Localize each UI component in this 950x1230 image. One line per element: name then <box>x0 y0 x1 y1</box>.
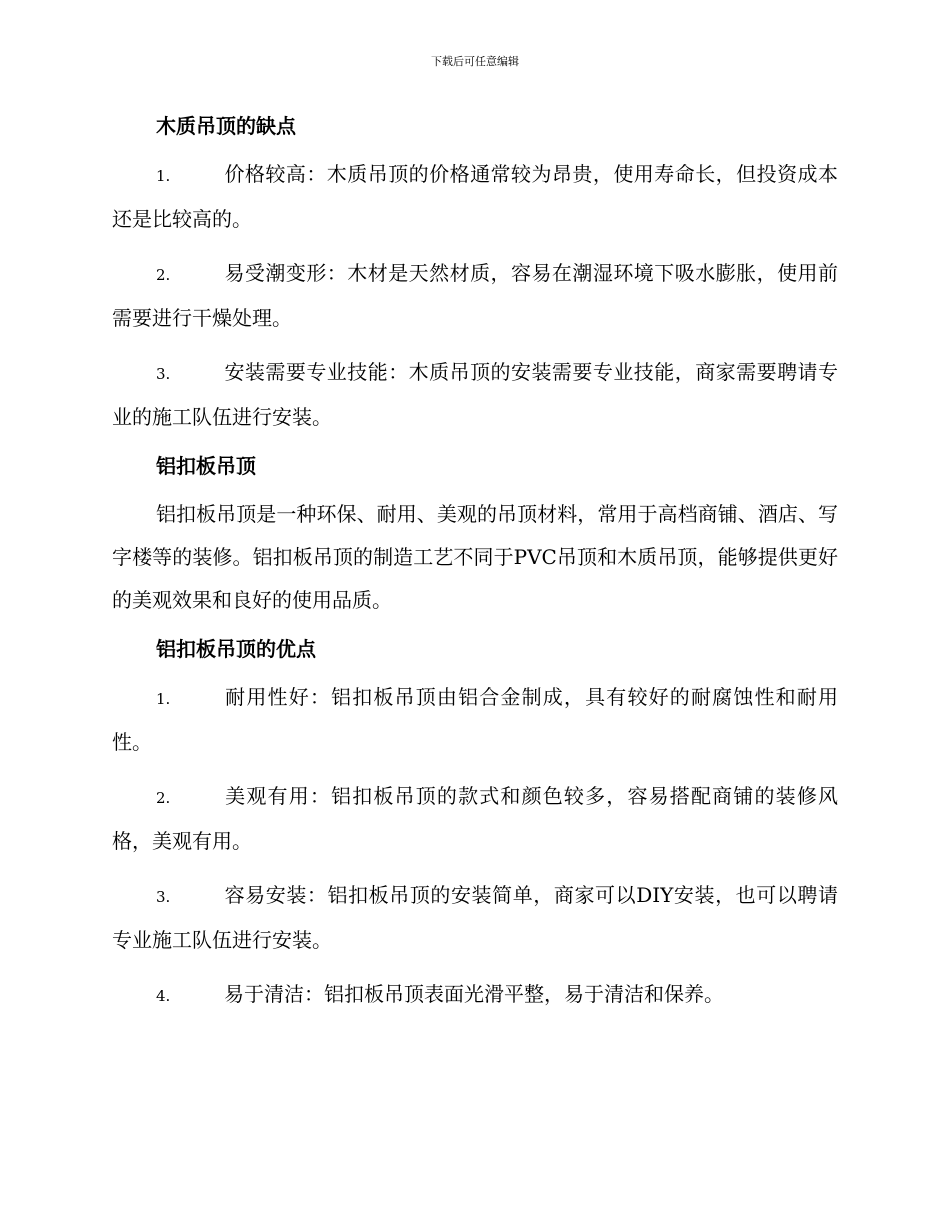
list-text: 安装需要专业技能：木质吊顶的安装需要专业技能，商家需要聘请专业的施工队伍进行安装。 <box>112 360 838 429</box>
list-number: 1. <box>156 167 171 185</box>
list-number: 3. <box>156 365 171 383</box>
list-text: 耐用性好：铝扣板吊顶由铝合金制成，具有较好的耐腐蚀性和耐用性。 <box>112 685 838 754</box>
list-item <box>112 973 838 1018</box>
aluminum-intro-paragraph: 铝扣板吊顶是一种环保、耐用、美观的吊顶材料，常用于高档商铺、酒店、写字楼等的装修。铝扣板吊顶的制造工艺不同于PVC吊顶和木质吊顶，能够提供更好的美观效果和良好的使用品质。 <box>112 502 838 612</box>
list-text: 易于清洁：铝扣板吊顶表面光滑平整，易于清洁和保养。 <box>224 982 724 1006</box>
list-item <box>112 676 838 764</box>
list-item <box>112 252 838 340</box>
list-item <box>112 351 838 439</box>
list-text: 容易安装：铝扣板吊顶的安装简单，商家可以DIY安装，也可以聘请专业施工队伍进行安装。 <box>112 883 838 952</box>
list-text: 易受潮变形：木材是天然材质，容易在潮湿环境下吸水膨胀，使用前需要进行干燥处理。 <box>112 261 838 330</box>
section-heading-aluminum: 铝扣板吊顶 <box>156 454 256 478</box>
list-text: 美观有用：铝扣板吊顶的款式和颜色较多，容易搭配商铺的装修风格，美观有用。 <box>112 784 838 853</box>
list-item <box>112 153 838 241</box>
list-number: 3. <box>156 888 171 906</box>
list-number: 2. <box>156 789 171 807</box>
document-body <box>112 110 838 1029</box>
list-item <box>112 775 838 863</box>
list-number: 1. <box>156 690 171 708</box>
section-heading-wood-cons: 木质吊顶的缺点 <box>156 114 296 138</box>
list-number: 4. <box>156 987 171 1005</box>
section-heading-aluminum-pros: 铝扣板吊顶的优点 <box>156 637 316 661</box>
list-text: 价格较高：木质吊顶的价格通常较为昂贵，使用寿命长，但投资成本还是比较高的。 <box>112 162 838 231</box>
list-number: 2. <box>156 266 171 284</box>
header-note: 下载后可任意编辑 <box>431 55 519 68</box>
list-item <box>112 874 838 962</box>
